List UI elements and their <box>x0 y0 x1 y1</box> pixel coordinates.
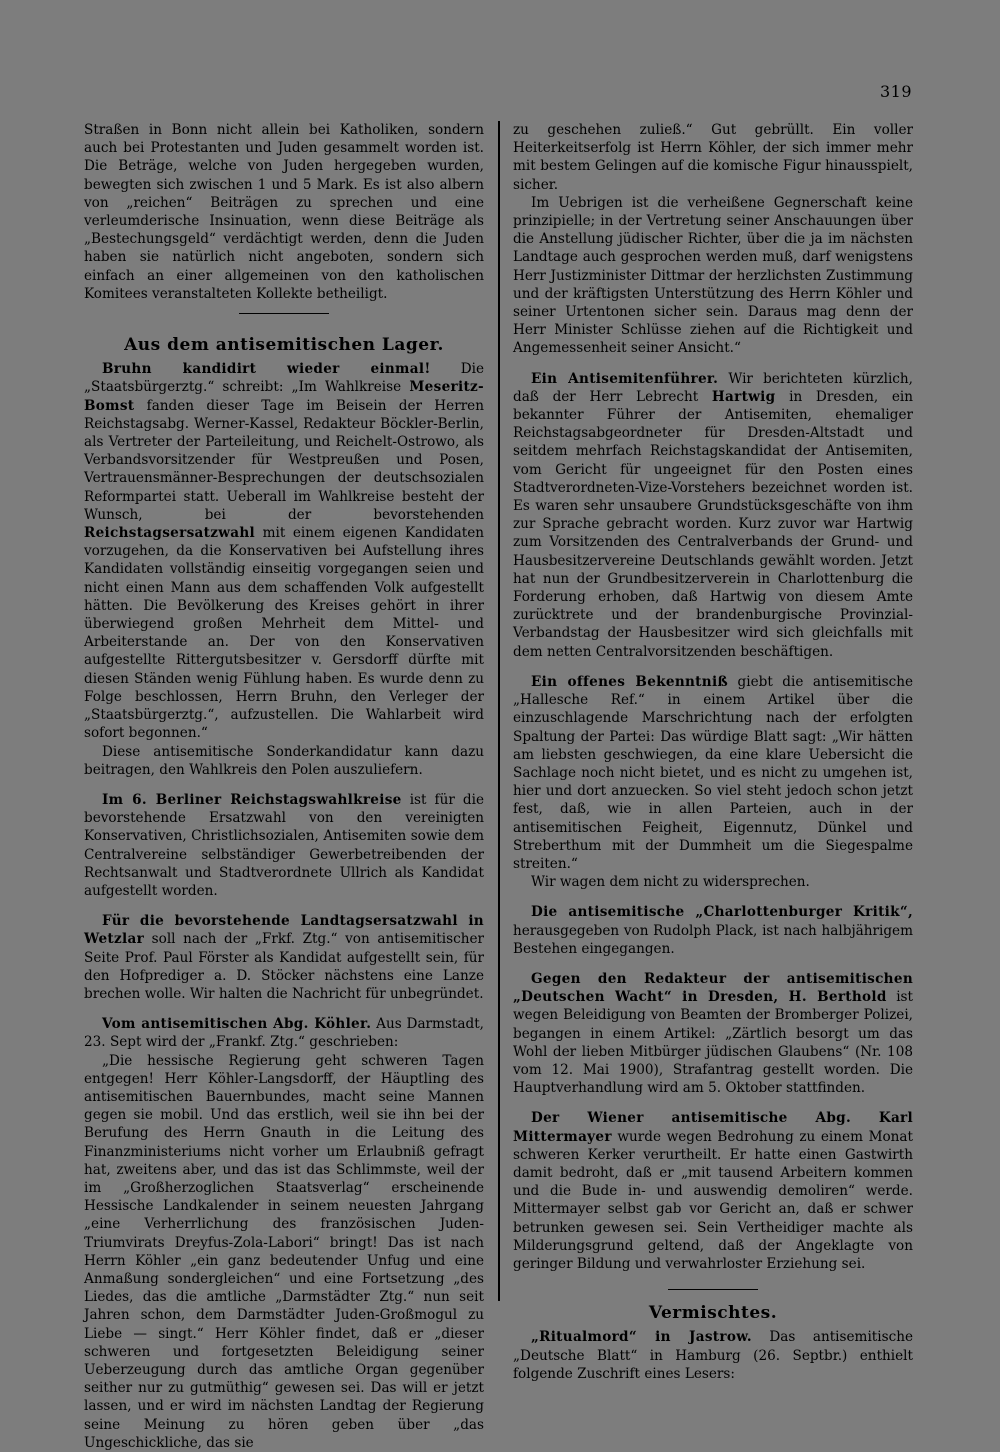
article-wetzlar: Für die bevorstehende Landtagsersatzwahl in Wetzlar soll nach der „Frkf. Ztg.“ von antisemitischer Seite Prof. Paul Förster als Kandidat aufgestellt sein, für den Hofprediger a. D. Stöcker nächstens eine Lanze brechen wolle. Wir halten die Nachricht für unbegründet. <box>84 913 484 1002</box>
article-mittermayer: Der Wiener antisemitische Abg. Karl Mittermayer wurde wegen Bedrohung zu einem Monat schweren Kerker verurtheilt. Er hatte einen Gastwirth damit bedroht, daß er „mit tausend Arbeitern kommen und die Bude in- und auswendig demoliren“ werde. Mittermayer selbst gab vor Gericht an, daß er schwer betrunken gewesen sei. Sein Vertheidiger machte als Milderungsgrund geltend, daß der Angeklagte von geringer Bildung und verwahrloster Erziehung sei. <box>513 1110 913 1272</box>
term-reichstagsersatzwahl: Reichstagsersatzwahl <box>84 525 255 542</box>
article-berlin-6: Im 6. Berliner Reichstagswahlkreise ist für die bevorstehende Ersatzwahl von den vereinigten Konservativen, Christlichsozialen, Antisemiten sowie dem Centralvereine selbständiger Gewerbetreibenden der Rechtsanwalt und Stadtverordnete Ullrich als Kandidat aufgestellt worden. <box>84 791 484 899</box>
article-berlin-6-headline: Im 6. Berliner Reichstagswahlkreise <box>102 791 402 808</box>
koehler-commentary: Im Uebrigen ist die verheißene Gegnerschaft keine prinzipielle; in der Vertretung seiner Anschauungen über die Anstellung jüdischer Richter, über die ja im nächsten Landtage auch gesprochen werden muß, darf wenigstens Herr Justizminister Dittmar der herzlichsten Zustimmung und der kräftigsten Unterstützung des Herrn Köhler und seiner Urtentonen sicher sein. Daraus mag denn der Herr Minister Schlüsse ziehen auf die Richtigkeit und Angemessenheit seiner Ansicht.“ <box>513 194 913 357</box>
section-heading-antisemitic-camp: Aus dem antisemitischen Lager. <box>124 335 444 356</box>
article-deutsche-wacht: Gegen den Redakteur der antisemitischen „Deutschen Wacht“ in Dresden, H. Berthold ist wegen Beleidigung von Beamten der Bromberger Polizei, begangen in einem Artikel: „Zärtlich besorgt um das Wohl der lieben Mitbürger jüdischen Glaubens“ (Nr. 108 vom 12. Mai 1900), Strafantrag gestellt worden. Die Hauptverhandlung wird am 5. Oktober stattfinden. <box>513 970 913 1097</box>
article-jastrow: „Ritualmord“ in Jastrow. Das antisemitische „Deutsche Blatt“ in Hamburg (26. Septbr.) enthielt folgende Zuschrift eines Lesers: <box>513 1329 913 1382</box>
section-heading-vermischtes: Vermischtes. <box>648 1303 778 1324</box>
article-bruhn-headline: Bruhn kandidirt wieder einmal! <box>102 361 431 378</box>
article-charlottenburger-kritik: Die antisemitische „Charlottenburger Kritik“, herausgegeben von Rudolph Plack, ist nach halbjährigem Bestehen eingegangen. <box>513 904 913 957</box>
koehler-continued: zu geschehen zuließ.“ Gut gebrüllt. Ein voller Heiterkeitserfolg ist Herrn Köhler, der sich immer mehr mit bestem Gelingen auf die komische Figur hinausspielt, sicher. <box>513 122 913 193</box>
article-charlottenburger-kritik-headline: Die antisemitische „Charlottenburger Kritik“, <box>531 904 913 921</box>
article-wetzlar-headline: Für die bevorstehende Landtagsersatzwahl in Wetzlar <box>84 913 484 948</box>
article-mittermayer-headline: Der Wiener antisemitische Abg. Karl Mittermayer <box>513 1110 913 1145</box>
name-hartwig: Hartwig <box>711 388 776 405</box>
place-meseritz-bomst: Meseritz-Bomst <box>84 379 484 414</box>
article-koehler: Vom antisemitischen Abg. Köhler. Aus Darmstadt, 23. Sept wird der „Frankf. Ztg.“ geschrieben: <box>84 1016 484 1051</box>
article-hartwig: Ein Antisemitenführer. Wir berichteten kürzlich, daß der Herr Lebrecht Hartwig in Dresden, ein bekannter Führer der Antisemiten, ehemaliger Reichstagsabgeordneter für Dresden-Altstadt und seitdem mehrfach Reichstagskandidat der Antisemiten, vom Gericht für ungeeignet für den Posten eines Stadtverordneten-Vize-Vorstehers bezeichnet worden ist. Es waren sehr unsaubere Grundstücksgeschäfte von ihm zur Sprache gebracht worden. Kurz zuvor war Hartwig zum Vorsitzenden des Centralverbands der Grund- und Hausbesitzervereine Deutschlands gewählt worden. Jetzt hat nun der Grundbesitzerverein in Charlottenburg die Forderung erhoben, daß Hartwig von diesem Amte zurücktrete und der brandenburgische Provinzial-Verbandstag der Hausbesitzer wird sich gleichfalls mit dem netten Centralvorsitzenden beschäftigen. <box>513 370 913 660</box>
article-jastrow-headline: „Ritualmord“ in Jastrow. <box>531 1329 752 1346</box>
separator-rule <box>668 1289 758 1290</box>
right-column <box>513 121 913 1383</box>
article-bekenntniss-headline: Ein offenes Bekenntniß <box>531 673 729 690</box>
article-koehler-headline: Vom antisemitischen Abg. Köhler. <box>102 1016 372 1033</box>
article-bruhn: Bruhn kandidirt wieder einmal! Die „Staatsbürgerztg.“ schreibt: „Im Wahlkreise Meseritz-Bomst fanden dieser Tage im Beisein der Herren Reichstagsabg. Werner-Kassel, Redakteur Böckler-Berlin, als Vertreter der Parteileitung, und Reichelt-Ostrowo, als Verbandsvorsitzender für Westpreußen und Posen, Vertrauensmänner-Besprechungen der deutschsozialen Reformpartei statt. Ueberall im Wahlkreise besteht der Wunsch, bei der bevorstehenden Reichstagsersatzwahl mit einem eigenen Kandidaten vorzugehen, da die Konservativen bei Aufstellung ihres Kandidaten vollständig einseitig vorgegangen seien und nicht einen Mann aus dem schaffenden Volk aufgestellt hätten. Die Bevölkerung des Kreises gehört in ihrer überwiegend großen Mehrheit dem Mittel- und Arbeiterstande an. Der von den Konservativen aufgestellte Rittergutsbesitzer v. Gersdorff dürfte mit diesen Ständen wenig Fühlung haben. Es wurde denn zu Folge beschlossen, Herrn Bruhn, den Verleger der „Staatsbürgerztg.“, aufzustellen. Die Wahlarbeit wird sofort begonnen.“ <box>84 361 484 742</box>
continued-paragraph: Straßen in Bonn nicht allein bei Katholiken, sondern auch bei Protestanten und Juden gesammelt worden ist. Die Beträge, welche von Juden hergegeben wurden, bewegten sich zwischen 1 und 5 Mark. Es ist also albern von „reichen“ Beiträgen zu sprechen und eine verleumderische Insinuation, wenn diese Beiträge als „Bestechungsgeld“ verdächtigt werden, denn die Juden haben sie natürlich nicht angeboten, sondern sich einfach an einer allgemeinen von den katholischen Komitees veranstalteten Kollekte betheiligt. <box>84 122 484 302</box>
article-bekenntniss: Ein offenes Bekenntniß giebt die antisemitische „Hallesche Ref.“ in einem Artikel über die einzuschlagende Marschrichtung nach der erfolgten Spaltung der Partei: Das würdige Blatt sagt: „Wir hätten am liebsten geschwiegen, da eine klare Uebersicht die Sachlage noch nicht bietet, und es nicht zu umgehen ist, hier und dort anzuecken. So viel steht jedoch schon jetzt fest, daß, wie in allen Parteien, auch in der antisemitischen Feigheit, Eigennutz, Dünkel und Streberthum mit der Dummheit um die Siegespalme streiten.“ <box>513 673 913 872</box>
article-koehler-quote: „Die hessische Regierung geht schweren Tagen entgegen! Herr Köhler-Langsdorff, der Häuptling des antisemitischen Bauernbundes, macht seine Mannen gegen sie mobil. Und das erstlich, weil sie ihn bei der Berufung des Herrn Gnauth in die Leitung des Finanzministeriums nicht vorher um Erlaubniß gefragt hat, zweitens aber, und das ist das Schlimmste, weil der im „Großherzoglichen Staatsverlag“ erscheinende Hessische Landkalender in seinem neuesten Jahrgang „eine Verherrlichung des französischen Juden-Triumvirats Dreyfus-Zola-Labori“ bringt! Das ist nach Herrn Köhler „ein ganz bedeutender Unfug und eine Anmaßung sondergleichen“ und eine Fortsetzung „des Liedes, das die amtliche „Darmstädter Ztg.“ nun seit Jahren schon, dem Darmstädter Juden-Großmogul zu Liebe — singt.“ Herr Köhler findet, daß er „dieser schweren und fortgesetzten Beleidigung seiner Ueberzeugung durch das amtliche Organ gegenüber seither nur zu gutmüthig“ gewesen sei. Das will er jetzt lassen, und er wird im nächsten Landtag der Regierung seine Meinung zu hören geben über „das Ungeschickliche, das sie <box>84 1052 484 1451</box>
article-bruhn-comment: Diese antisemitische Sonderkandidatur kann dazu beitragen, den Wahlkreis den Polen auszuliefern. <box>84 743 484 778</box>
article-bekenntniss-comment: Wir wagen dem nicht zu widersprechen. <box>531 874 810 891</box>
column-divider <box>498 121 500 1301</box>
separator-rule <box>239 313 329 314</box>
page-number: 319 <box>879 82 912 101</box>
article-deutsche-wacht-headline: Gegen den Redakteur der antisemitischen „Deutschen Wacht“ in Dresden, H. Berthold <box>513 970 913 1006</box>
left-column <box>84 121 484 1452</box>
article-hartwig-headline: Ein Antisemitenführer. <box>531 370 719 387</box>
